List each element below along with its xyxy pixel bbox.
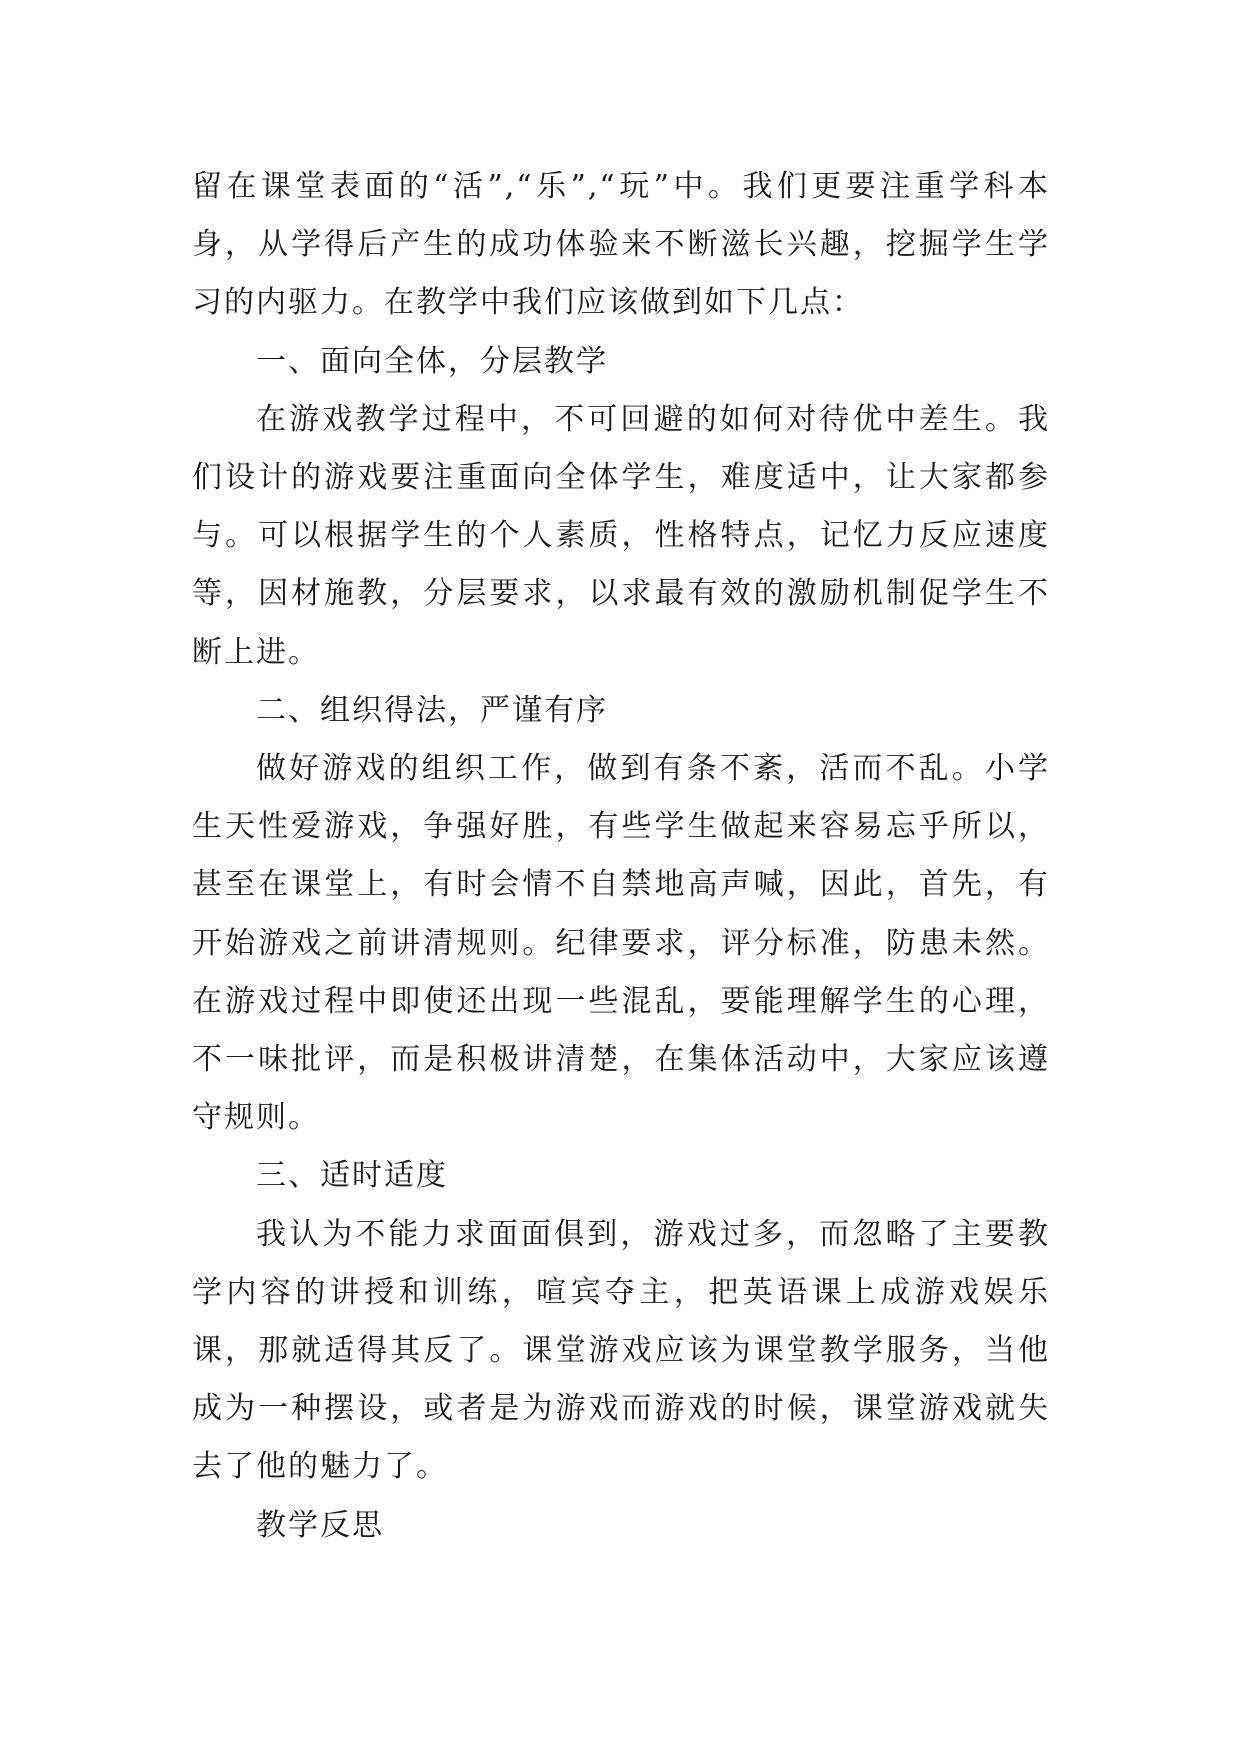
paragraph-section-2: 做好游戏的组织工作，做到有条不紊，活而不乱。小学生天性爱游戏，争强好胜，有些学生做起来容易忘乎所以，甚至在课堂上，有时会情不自禁地高声喊，因此，首先，有开始游戏之前讲清规则。纪律要求，评分标准，防患未然。在游戏过程中即使还出现一些混乱，要能理解学生的心理，不一味批评，而是积极讲清楚，在集体活动中，大家应该遵守规则。 (192, 751, 1050, 1136)
document-body (192, 158, 1050, 1555)
section-heading-1: 一、面向全体，分层教学 (256, 343, 608, 379)
section-heading-4: 教学反思 (256, 1507, 384, 1543)
paragraph-section-3: 我认为不能力求面面俱到，游戏过多，而忽略了主要教学内容的讲授和训练，喧宾夺主，把英语课上成游戏娱乐课，那就适得其反了。课堂游戏应该为课堂教学服务，当他成为一种摆设，或者是为游戏而游戏的时候，课堂游戏就失去了他的魅力了。 (192, 1216, 1050, 1485)
section-heading-3: 三、适时适度 (256, 1158, 448, 1194)
section-heading-2: 二、组织得法，严谨有序 (256, 692, 608, 728)
paragraph-intro: 留在课堂表面的“活”,“乐”,“玩”中。我们更要注重学科本身，从学得后产生的成功体验来不断滋长兴趣，挖掘学生学习的内驱力。在教学中我们应该做到如下几点： (192, 169, 1050, 321)
paragraph-section-1: 在游戏教学过程中，不可回避的如何对待优中差生。我们设计的游戏要注重面向全体学生，难度适中，让大家都参与。可以根据学生的个人素质，性格特点，记忆力反应速度等，因材施教，分层要求，以求最有效的激励机制促学生不断上进。 (192, 401, 1050, 670)
